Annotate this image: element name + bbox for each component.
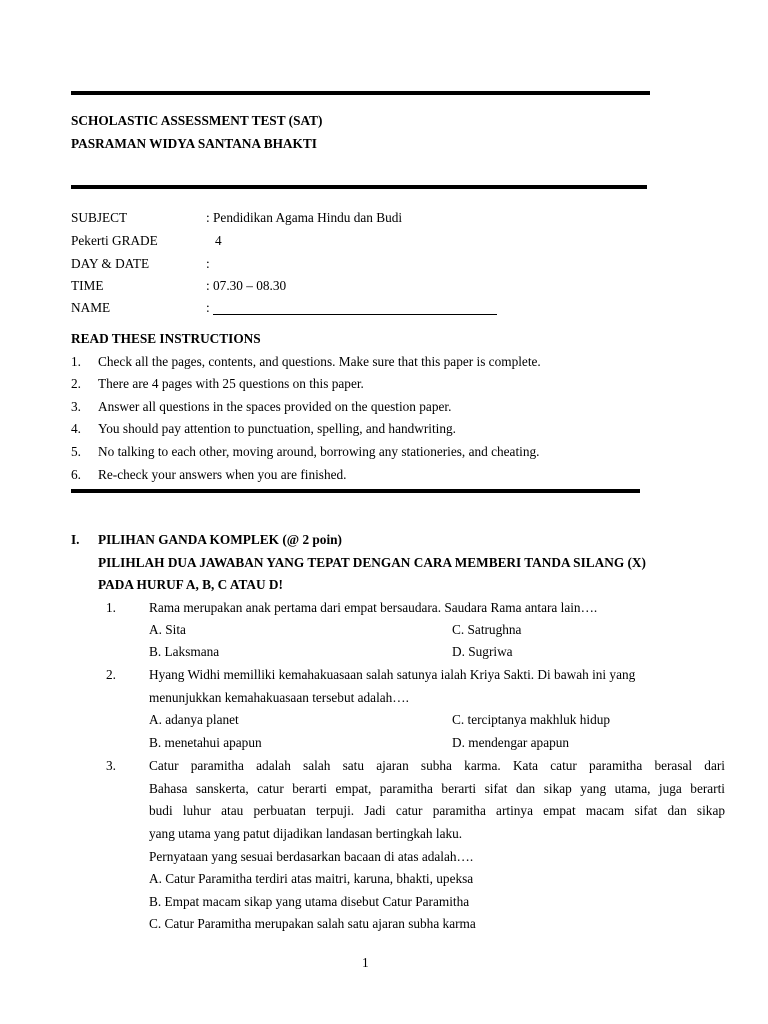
time-label: TIME: [71, 278, 104, 293]
grade-value: 4: [215, 233, 222, 248]
section-instruction: PADA HURUF A, B, C ATAU D!: [98, 577, 283, 592]
answer-option[interactable]: B. Empat macam sikap yang utama disebut Catur Paramitha: [149, 894, 470, 909]
instruction-text: No talking to each other, moving around, borrowing any stationeries, and cheating.: [98, 444, 540, 459]
instruction-number: 2.: [71, 376, 81, 391]
instructions-bottom-rule: [71, 489, 640, 493]
name-value: :: [206, 300, 210, 315]
instructions-heading: READ THESE INSTRUCTIONS: [71, 331, 261, 346]
question-text: Hyang Widhi memilliki kemahakuasaan salah satunya ialah Kriya Sakti. Di bawah ini yang: [149, 667, 636, 682]
header-bottom-rule: [71, 185, 647, 189]
exam-title: SCHOLASTIC ASSESSMENT TEST (SAT): [71, 113, 323, 128]
instruction-text: You should pay attention to punctuation, spelling, and handwriting.: [98, 421, 457, 436]
answer-option[interactable]: A. adanya planet: [149, 712, 239, 727]
answer-option[interactable]: D. mendengar apapun: [452, 735, 570, 750]
answer-option[interactable]: A. Sita: [149, 622, 186, 637]
answer-option[interactable]: A. Catur Paramitha terdiri atas maitri, karuna, bhakti, upeksa: [149, 871, 474, 886]
question-text: yang utama yang patut dijadikan landasan bertingkah laku.: [149, 826, 463, 841]
instruction-text: Answer all questions in the spaces provided on the question paper.: [98, 399, 452, 414]
question-number: 2.: [106, 667, 116, 682]
instruction-number: 3.: [71, 399, 81, 414]
instruction-number: 1.: [71, 354, 81, 369]
answer-option[interactable]: B. Laksmana: [149, 644, 220, 659]
subject-label: SUBJECT: [71, 210, 128, 225]
date-value: :: [206, 256, 210, 271]
question-text: Bahasa sanskerta, catur berarti empat, paramitha berarti sifat dan sikap yang utama, juga berarti: [149, 781, 725, 796]
school-name: PASRAMAN WIDYA SANTANA BHAKTI: [71, 136, 317, 151]
page-number: 1: [362, 955, 369, 970]
answer-option[interactable]: D. Sugriwa: [452, 644, 513, 659]
question-text: budi luhur atau perbuatan terpuji. Jadi catur paramitha artinya empat macam sifat dan sikap: [149, 803, 725, 818]
section-number: I.: [71, 532, 80, 547]
name-fill-line[interactable]: [213, 314, 497, 315]
header-top-rule: [71, 91, 650, 95]
section-title: PILIHAN GANDA KOMPLEK (@ 2 poin): [98, 532, 342, 547]
answer-option[interactable]: B. menetahui apapun: [149, 735, 262, 750]
answer-option[interactable]: C. terciptanya makhluk hidup: [452, 712, 611, 727]
name-label: NAME: [71, 300, 111, 315]
instruction-text: There are 4 pages with 25 questions on this paper.: [98, 376, 364, 391]
question-text: Rama merupakan anak pertama dari empat bersaudara. Saudara Rama antara lain….: [149, 600, 598, 615]
answer-option[interactable]: C. Satrughna: [452, 622, 522, 637]
instruction-number: 4.: [71, 421, 81, 436]
instruction-text: Re-check your answers when you are finished.: [98, 467, 347, 482]
section-instruction: PILIHLAH DUA JAWABAN YANG TEPAT DENGAN CARA MEMBERI TANDA SILANG (X): [98, 555, 646, 570]
question-text: menunjukkan kemahakuasaan tersebut adalah….: [149, 690, 409, 705]
question-number: 1.: [106, 600, 116, 615]
subject-value: : Pendidikan Agama Hindu dan Budi: [206, 210, 403, 225]
instruction-number: 6.: [71, 467, 81, 482]
instruction-number: 5.: [71, 444, 81, 459]
question-number: 3.: [106, 758, 116, 773]
date-label: DAY & DATE: [71, 256, 150, 271]
question-prompt: Pernyataan yang sesuai berdasarkan bacaan di atas adalah….: [149, 849, 474, 864]
instruction-text: Check all the pages, contents, and questions. Make sure that this paper is complete.: [98, 354, 541, 369]
time-value: : 07.30 – 08.30: [206, 278, 287, 293]
answer-option[interactable]: C. Catur Paramitha merupakan salah satu ajaran subha karma: [149, 916, 476, 931]
question-text: Catur paramitha adalah salah satu ajaran subha karma. Kata catur paramitha berasal dari: [149, 758, 725, 773]
grade-label: Pekerti GRADE: [71, 233, 158, 248]
